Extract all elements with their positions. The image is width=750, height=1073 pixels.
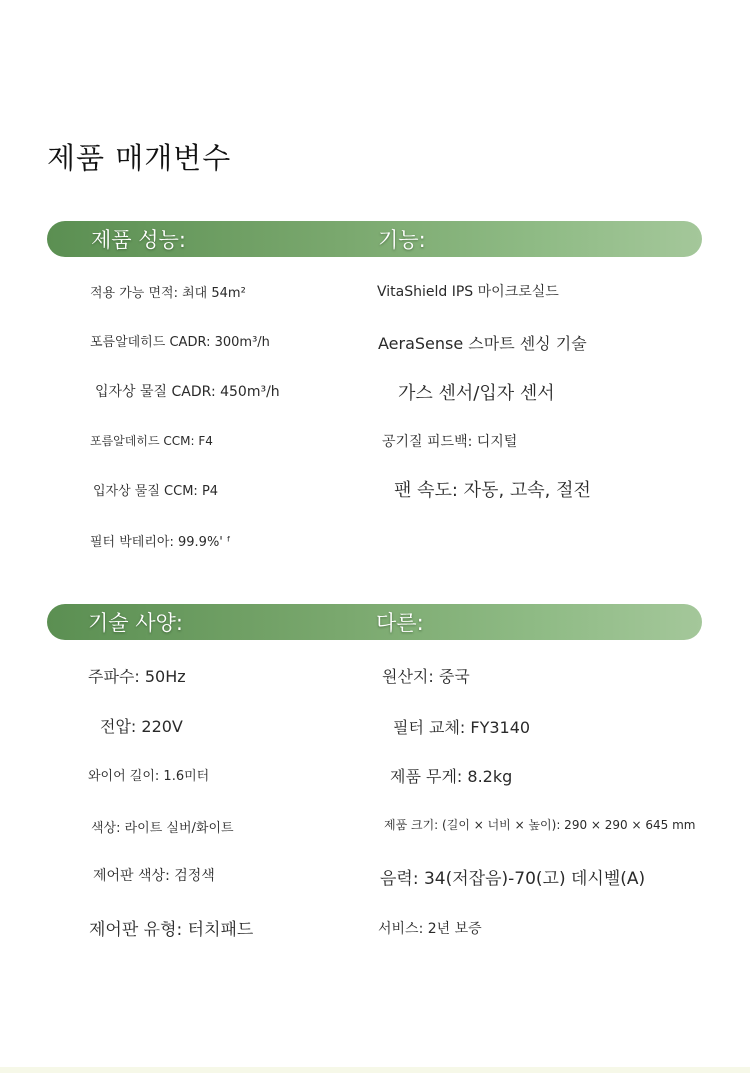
section-label-tech: 기술 사양:	[88, 611, 183, 635]
section-bar-tech-other	[47, 604, 702, 640]
tech-item: 제어판 유형: 터치패드	[89, 920, 254, 940]
other-item: 제품 크기: (길이 × 너비 × 높이): 290 × 290 × 645 mm	[384, 818, 696, 832]
section-label-performance: 제품 성능:	[91, 228, 186, 252]
other-item: 필터 교체: FY3140	[393, 718, 531, 737]
tech-item: 제어판 색상: 검정색	[93, 868, 215, 884]
function-item: 공기질 피드백: 디지털	[382, 434, 518, 450]
tech-item: 주파수: 50Hz	[88, 667, 186, 686]
section-bar-performance-functions	[47, 221, 702, 257]
performance-item: 입자상 물질 CCM: P4	[93, 484, 219, 499]
tech-item: 색상: 라이트 실버/화이트	[91, 821, 234, 836]
bottom-strip	[0, 1067, 750, 1073]
other-item: 제품 무게: 8.2kg	[390, 767, 513, 786]
function-item: AeraSense 스마트 센싱 기술	[378, 334, 587, 353]
section-label-functions: 기능:	[378, 228, 426, 252]
other-item: 음력: 34(저잡음)-70(고) 데시벨(A)	[380, 869, 646, 889]
other-item: 원산지: 중국	[382, 667, 470, 686]
performance-item: 포름알데히드 CADR: 300m³/h	[90, 335, 270, 350]
page-title: 제품 매개변수	[47, 141, 232, 175]
other-item: 서비스: 2년 보증	[378, 921, 482, 937]
tech-item: 전압: 220V	[100, 717, 183, 736]
function-item: VitaShield IPS 마이크로실드	[377, 284, 559, 300]
function-item: 팬 속도: 자동, 고속, 절전	[394, 480, 591, 501]
performance-item: 적용 가능 면적: 최대 54m²	[90, 286, 246, 301]
performance-item: 필터 박테리아: 99.9%' ᶠ	[90, 535, 231, 550]
section-label-other: 다른:	[376, 611, 424, 635]
performance-item: 입자상 물질 CADR: 450m³/h	[95, 384, 280, 400]
function-item: 가스 센서/입자 센서	[398, 383, 555, 404]
tech-item: 와이어 길이: 1.6미터	[88, 769, 210, 784]
performance-item: 포름알데히드 CCM: F4	[90, 434, 213, 448]
